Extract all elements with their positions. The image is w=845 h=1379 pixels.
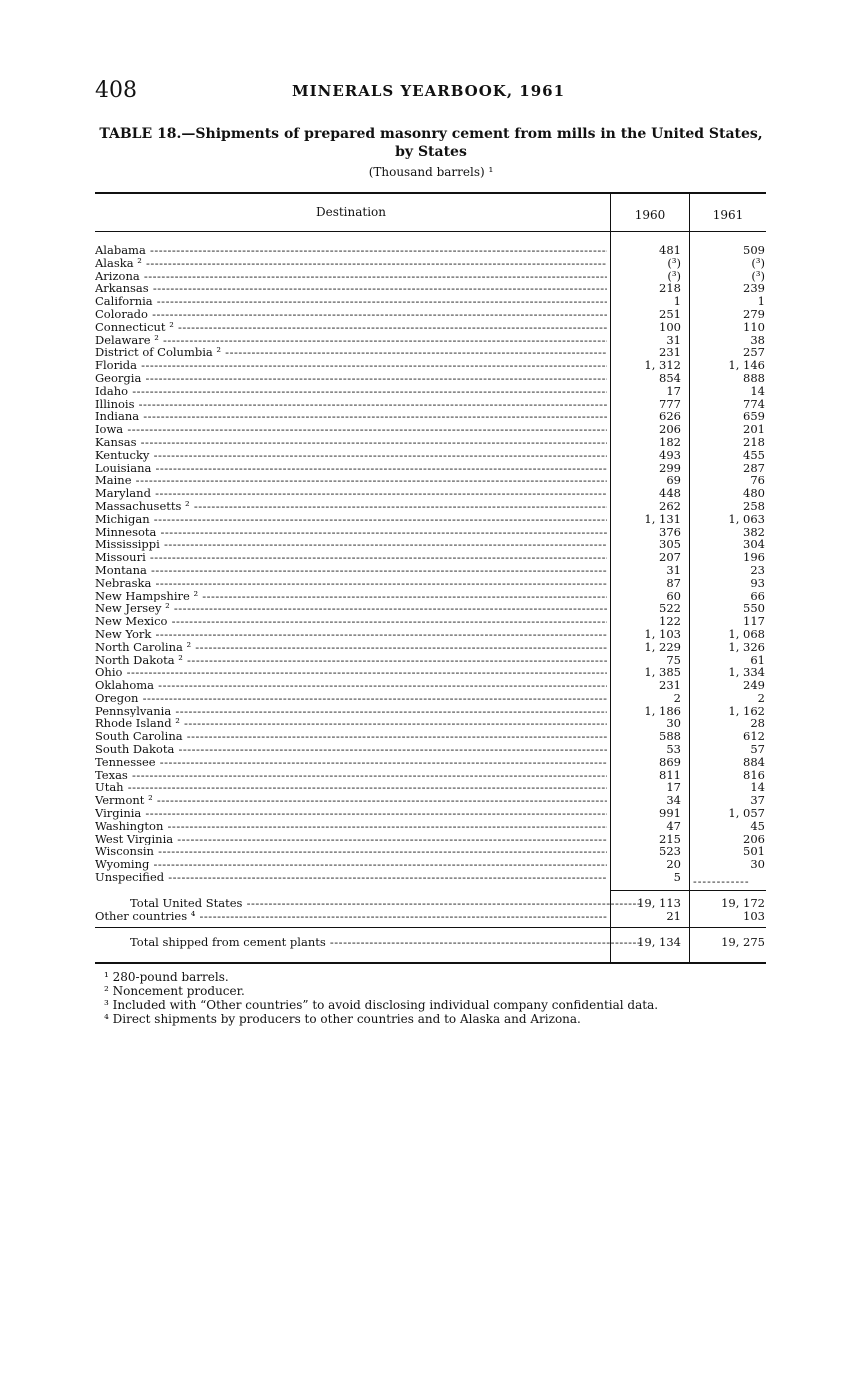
state-name: Oregon ----- xyxy=(95,692,607,705)
state-name: Vermont ² ----- xyxy=(95,794,607,807)
value-1960: 100 xyxy=(659,319,681,334)
footnotes xyxy=(104,970,658,1026)
value-1961: 201 xyxy=(743,422,765,437)
state-name: Rhode Island ² ----- xyxy=(95,717,607,730)
total-shipped-row xyxy=(95,936,765,949)
value-1961: 382 xyxy=(743,524,765,539)
state-name: Washington ----- xyxy=(95,820,607,833)
total-rule xyxy=(95,927,766,928)
value-1961: 76 xyxy=(750,473,765,488)
value-1960: 60 xyxy=(666,588,681,603)
value-1960: 991 xyxy=(659,806,681,821)
value-1960: 626 xyxy=(659,409,681,424)
state-name: Alabama ----- xyxy=(95,244,607,257)
state-name: Ohio ----- xyxy=(95,666,607,679)
value-1961: 37 xyxy=(750,793,765,808)
value-1961: 239 xyxy=(743,281,765,296)
state-name: New Hampshire ² ----- xyxy=(95,590,607,603)
table-row xyxy=(95,577,765,590)
value-1961: 206 xyxy=(743,831,765,846)
table-row xyxy=(95,871,765,884)
value-1961: 249 xyxy=(743,678,765,693)
value-1961: 93 xyxy=(750,575,765,590)
value-1960: 31 xyxy=(666,332,681,347)
value-1960: 448 xyxy=(659,486,681,501)
table-row xyxy=(95,756,765,769)
table-row xyxy=(95,730,765,743)
state-name: Iowa ----- xyxy=(95,423,607,436)
value-1960: 588 xyxy=(659,729,681,744)
table-row xyxy=(95,769,765,782)
header-bottom-rule xyxy=(95,231,766,232)
table-label: TABLE 18. xyxy=(99,126,182,142)
value-1960: 777 xyxy=(659,396,681,411)
footnote: ⁴ Direct shipments by producers to other countries and to Alaska and Arizona. xyxy=(104,1012,581,1026)
state-name: Montana ----- xyxy=(95,564,607,577)
table-row xyxy=(95,244,765,257)
value-1960: (³) xyxy=(667,255,681,270)
state-name: Alaska ² ----- xyxy=(95,257,607,270)
value-1961: 218 xyxy=(743,434,765,449)
state-name: Maine ----- xyxy=(95,474,607,487)
value-1961: 509 xyxy=(743,243,765,257)
table-row xyxy=(95,743,765,756)
value-1961: 1, 326 xyxy=(728,639,765,654)
state-name: California ----- xyxy=(95,295,607,308)
unspecified-1961-dash: ------------ xyxy=(693,875,750,888)
value-1960: 34 xyxy=(666,793,681,808)
value-1961: 1, 162 xyxy=(728,703,765,718)
other-countries-1960: 21 xyxy=(666,909,681,923)
value-1961: 501 xyxy=(743,844,765,859)
table-row xyxy=(95,308,765,321)
value-1961: 2 xyxy=(757,690,765,705)
value-1961: 66 xyxy=(750,588,765,603)
value-1960: 218 xyxy=(659,281,681,296)
table-row xyxy=(95,692,765,705)
state-name: District of Columbia ² ----- xyxy=(95,346,607,359)
value-1961: 1 xyxy=(757,294,765,309)
state-name: South Carolina ----- xyxy=(95,730,607,743)
table-row xyxy=(95,858,765,871)
state-name: North Dakota ² ----- xyxy=(95,654,607,667)
state-name: New Mexico ----- xyxy=(95,615,607,628)
value-1961: 480 xyxy=(743,486,765,501)
table-row xyxy=(95,705,765,718)
total-shipped-1961: 19, 275 xyxy=(721,935,765,949)
value-1960: 522 xyxy=(659,601,681,616)
value-1960: 53 xyxy=(666,742,681,757)
column-header-destination: Destination xyxy=(315,205,387,219)
value-1961: (³) xyxy=(751,268,765,283)
state-name: Idaho ----- xyxy=(95,385,607,398)
state-name: Georgia ----- xyxy=(95,372,607,385)
value-1960: 231 xyxy=(659,345,681,360)
state-name: Nebraska ----- xyxy=(95,577,607,590)
state-name: North Carolina ² ----- xyxy=(95,641,607,654)
value-1960: 1, 385 xyxy=(644,665,681,680)
state-name: New Jersey ² ----- xyxy=(95,602,607,615)
value-1961: 1, 146 xyxy=(728,358,765,373)
value-1961: 14 xyxy=(750,780,765,795)
value-1961: 659 xyxy=(743,409,765,424)
table-row xyxy=(95,845,765,858)
table-bottom-rule xyxy=(95,962,766,964)
value-1961: 1, 068 xyxy=(728,626,765,641)
value-1960: 87 xyxy=(666,575,681,590)
value-1961: 258 xyxy=(743,498,765,513)
value-1960: 1 xyxy=(673,294,681,309)
value-1961: 774 xyxy=(743,396,765,411)
value-1961: 257 xyxy=(743,345,765,360)
value-1960: 5 xyxy=(673,870,681,885)
table-title: —Shipments of prepared masonry cement from mills in the United States, by States xyxy=(181,126,763,160)
value-1960: 299 xyxy=(659,460,681,475)
table-row xyxy=(95,436,765,449)
footnote: ³ Included with “Other countries” to avoid disclosing individual company confidential data. xyxy=(104,998,659,1012)
table-row xyxy=(95,257,765,270)
value-1960: 30 xyxy=(666,716,681,731)
value-1960: 869 xyxy=(659,754,681,769)
value-1960: (³) xyxy=(667,268,681,283)
state-name: Pennsylvania ----- xyxy=(95,705,607,718)
page-number: 408 xyxy=(95,78,137,103)
table-row xyxy=(95,513,765,526)
state-name: Arizona ----- xyxy=(95,270,607,283)
value-1961: 117 xyxy=(743,614,765,629)
state-name: Florida ----- xyxy=(95,359,607,372)
table-units: (Thousand barrels) ¹ xyxy=(368,165,494,179)
value-1960: 17 xyxy=(666,780,681,795)
value-1960: 69 xyxy=(666,473,681,488)
value-1961: 57 xyxy=(750,742,765,757)
state-name: West Virginia ----- xyxy=(95,833,607,846)
table-row xyxy=(95,628,765,641)
value-1961: 550 xyxy=(743,601,765,616)
other-countries-label: Other countries ⁴ ----- xyxy=(95,910,607,923)
table-row xyxy=(95,282,765,295)
total-united-states-row xyxy=(95,897,765,910)
value-1960: 1, 103 xyxy=(644,626,681,641)
table-top-rule xyxy=(95,192,766,194)
value-1961: 304 xyxy=(743,537,765,552)
value-1960: 1, 312 xyxy=(644,358,681,373)
total-us-label: Total United States ----- xyxy=(95,897,642,910)
table-row xyxy=(95,462,765,475)
value-1961: 196 xyxy=(743,550,765,565)
state-name: Illinois ----- xyxy=(95,398,607,411)
total-us-1960: 19, 113 xyxy=(637,896,681,910)
state-name: Massachusetts ² ----- xyxy=(95,500,607,513)
value-1960: 305 xyxy=(659,537,681,552)
value-1960: 122 xyxy=(659,614,681,629)
state-name: Indiana ----- xyxy=(95,410,607,423)
footnote: ¹ 280-pound barrels. xyxy=(104,970,229,984)
value-1961: 1, 063 xyxy=(728,511,765,526)
value-1961: 45 xyxy=(750,818,765,833)
subtotal-rule xyxy=(610,890,766,891)
state-name: Unspecified ----- xyxy=(95,871,607,884)
table-caption xyxy=(95,125,767,161)
state-name: Arkansas ----- xyxy=(95,282,607,295)
value-1961: (³) xyxy=(751,255,765,270)
table-row xyxy=(95,564,765,577)
value-1960: 47 xyxy=(666,818,681,833)
table-row xyxy=(95,615,765,628)
other-countries-row xyxy=(95,910,765,923)
state-name: Texas ----- xyxy=(95,769,607,782)
value-1961: 884 xyxy=(743,754,765,769)
value-1961: 23 xyxy=(750,562,765,577)
value-1960: 1, 229 xyxy=(644,639,681,654)
value-1960: 75 xyxy=(666,652,681,667)
value-1960: 376 xyxy=(659,524,681,539)
total-shipped-label: Total shipped from cement plants ----- xyxy=(95,936,642,949)
state-name: Kentucky ----- xyxy=(95,449,607,462)
value-1960: 251 xyxy=(659,306,681,321)
value-1960: 17 xyxy=(666,383,681,398)
state-name: Mississippi ----- xyxy=(95,538,607,551)
state-name: Connecticut ² ----- xyxy=(95,321,607,334)
state-name: Wyoming ----- xyxy=(95,858,607,871)
table-row xyxy=(95,641,765,654)
value-1961: 14 xyxy=(750,383,765,398)
value-1961: 1, 057 xyxy=(728,806,765,821)
value-1960: 182 xyxy=(659,434,681,449)
value-1961: 110 xyxy=(743,319,765,334)
column-header-1960: 1960 xyxy=(634,208,666,222)
value-1960: 206 xyxy=(659,422,681,437)
value-1960: 20 xyxy=(666,857,681,872)
value-1961: 455 xyxy=(743,447,765,462)
table-row xyxy=(95,500,765,513)
state-name: South Dakota ----- xyxy=(95,743,607,756)
table-row xyxy=(95,449,765,462)
table-row xyxy=(95,385,765,398)
column-header-1961: 1961 xyxy=(712,208,744,222)
state-name: Tennessee ----- xyxy=(95,756,607,769)
state-name: Oklahoma ----- xyxy=(95,679,607,692)
state-name: Minnesota ----- xyxy=(95,526,607,539)
value-1960: 2 xyxy=(673,690,681,705)
value-1961: 28 xyxy=(750,716,765,731)
value-1960: 1, 186 xyxy=(644,703,681,718)
footnote: ² Noncement producer. xyxy=(104,984,245,998)
value-1960: 215 xyxy=(659,831,681,846)
state-name: Colorado ----- xyxy=(95,308,607,321)
value-1961: 61 xyxy=(750,652,765,667)
value-1961: 30 xyxy=(750,857,765,872)
value-1960: 262 xyxy=(659,498,681,513)
value-1960: 231 xyxy=(659,678,681,693)
state-name: Utah ----- xyxy=(95,781,607,794)
table-row xyxy=(95,781,765,794)
value-1960: 31 xyxy=(666,562,681,577)
value-1960: 811 xyxy=(659,767,681,782)
table-row xyxy=(95,820,765,833)
state-name: Missouri ----- xyxy=(95,551,607,564)
value-1960: 854 xyxy=(659,370,681,385)
value-1961: 816 xyxy=(743,767,765,782)
state-name: New York ----- xyxy=(95,628,607,641)
state-name: Maryland ----- xyxy=(95,487,607,500)
table-row xyxy=(95,372,765,385)
table-row xyxy=(95,321,765,334)
state-name: Louisiana ----- xyxy=(95,462,607,475)
table-row xyxy=(95,679,765,692)
table-row xyxy=(95,807,765,820)
total-us-1961: 19, 172 xyxy=(721,896,765,910)
value-1960: 1, 131 xyxy=(644,511,681,526)
running-head: MINERALS YEARBOOK, 1961 xyxy=(292,82,566,100)
value-1961: 1, 334 xyxy=(728,665,765,680)
state-name: Delaware ² ----- xyxy=(95,334,607,347)
value-1961: 888 xyxy=(743,370,765,385)
value-1961: 279 xyxy=(743,306,765,321)
state-name: Wisconsin ----- xyxy=(95,845,607,858)
total-shipped-1960: 19, 134 xyxy=(637,935,681,949)
state-name: Michigan ----- xyxy=(95,513,607,526)
table-row xyxy=(95,551,765,564)
value-1961: 38 xyxy=(750,332,765,347)
value-1961: 287 xyxy=(743,460,765,475)
value-1960: 481 xyxy=(659,243,681,257)
state-name: Kansas ----- xyxy=(95,436,607,449)
value-1961: 612 xyxy=(743,729,765,744)
value-1960: 493 xyxy=(659,447,681,462)
other-countries-1961: 103 xyxy=(743,909,765,923)
table-body xyxy=(95,244,765,884)
value-1960: 523 xyxy=(659,844,681,859)
value-1960: 207 xyxy=(659,550,681,565)
state-name: Virginia ----- xyxy=(95,807,607,820)
